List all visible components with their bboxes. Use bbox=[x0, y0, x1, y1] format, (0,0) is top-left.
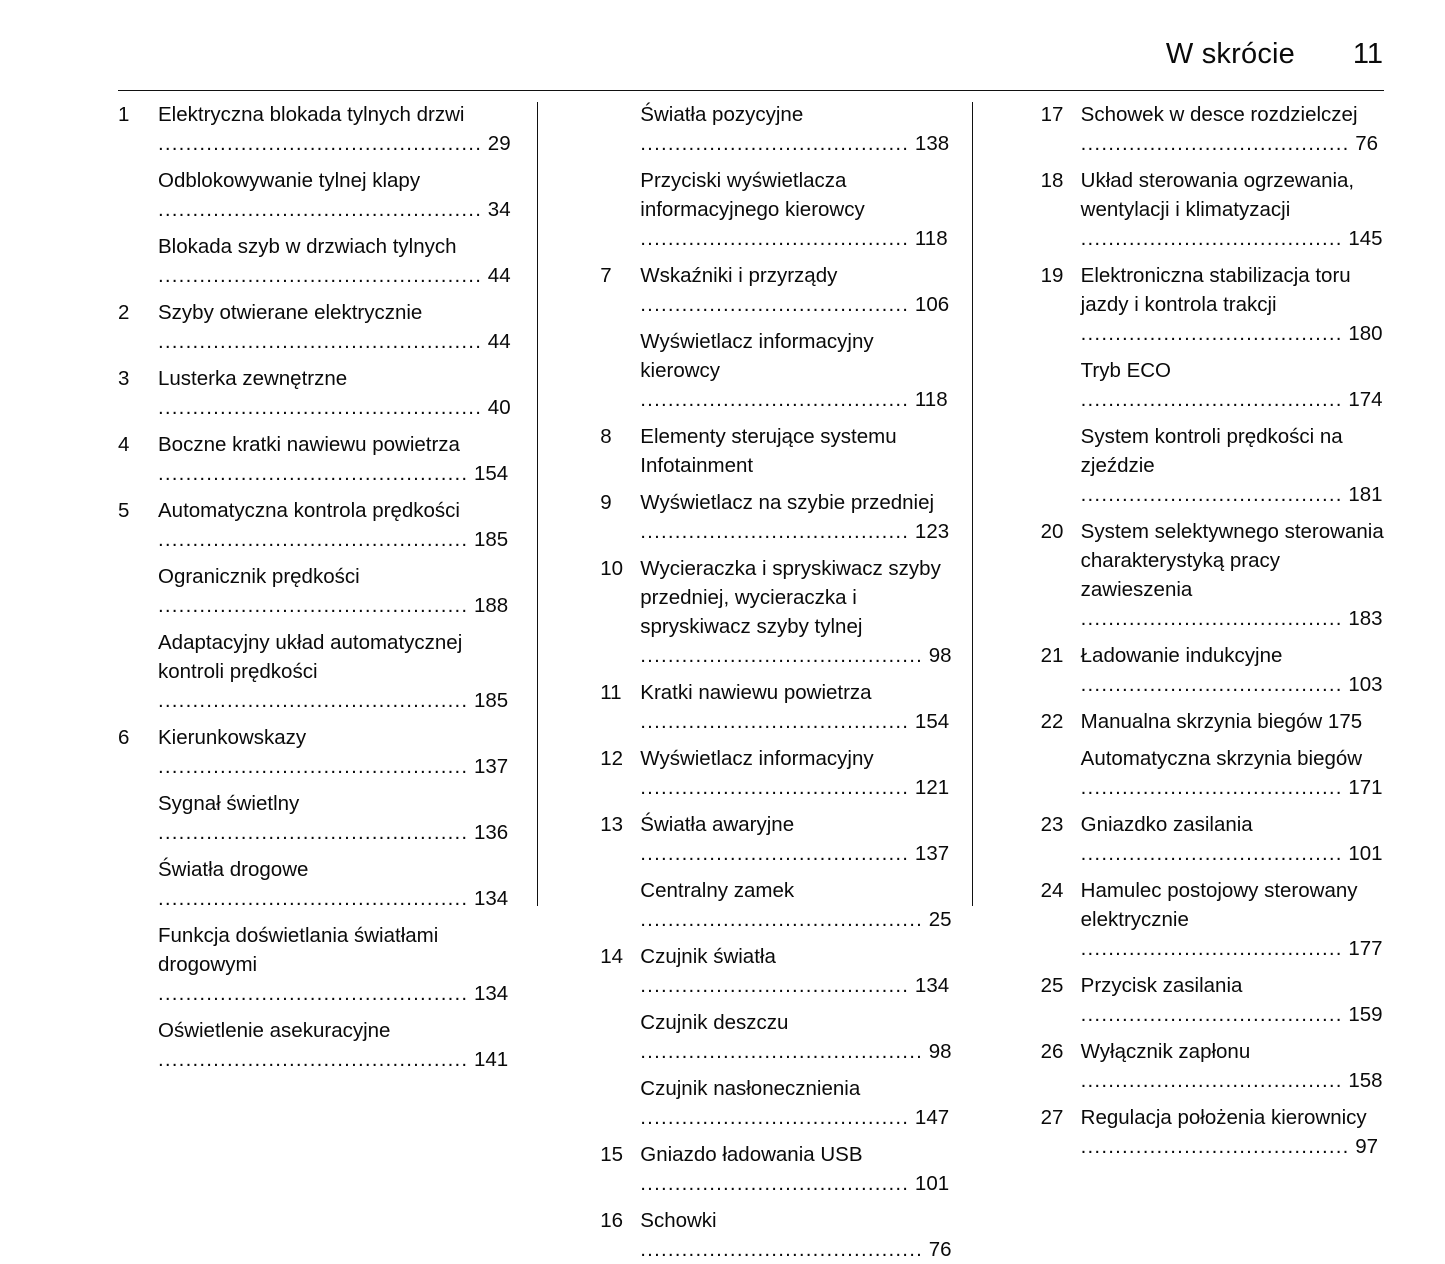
toc-entry[interactable] bbox=[600, 1008, 953, 1066]
toc-entry-number: 10 bbox=[600, 557, 624, 580]
toc-entry-title: Czujnik nasłonecznienia bbox=[640, 1077, 861, 1100]
toc-entry-body bbox=[158, 723, 513, 781]
toc-entry-title: Światła awaryjne bbox=[640, 813, 795, 836]
toc-entry-title: Funkcja doświetlania światłami drogowymi bbox=[158, 924, 439, 976]
toc-entry-page: 44 bbox=[482, 264, 511, 287]
toc-entry[interactable] bbox=[118, 232, 513, 290]
toc-entry[interactable] bbox=[1041, 971, 1384, 1029]
toc-leader-dots: ....................................... bbox=[1080, 1135, 1350, 1158]
toc-leader-dots: ...................................... bbox=[1080, 227, 1343, 250]
toc-entry-page: 34 bbox=[482, 198, 511, 221]
toc-entry-title: Adaptacyjny układ automatycznej kontroli prędkości bbox=[158, 631, 463, 683]
toc-leader-dots: ....................................... bbox=[640, 293, 910, 316]
toc-entry-title: Światła drogowe bbox=[158, 858, 309, 881]
toc-entry-page: 106 bbox=[909, 293, 950, 316]
toc-entry[interactable] bbox=[600, 1140, 953, 1198]
toc-entry-title: Układ sterowania ogrzewania, wentylacji i klimatyzacji bbox=[1080, 169, 1355, 221]
toc-entry-page: 171 bbox=[1342, 776, 1383, 799]
toc-entry-title: Wyświetlacz informacyjny kierowcy bbox=[640, 330, 874, 382]
page-header bbox=[118, 38, 1383, 90]
toc-entry-number: 25 bbox=[1040, 974, 1064, 997]
toc-entry-number: 16 bbox=[600, 1209, 624, 1232]
toc-entry[interactable] bbox=[1041, 707, 1384, 736]
toc-leader-dots: ............................................. bbox=[158, 982, 469, 1005]
toc-entry-title: Sygnał świetlny bbox=[158, 792, 300, 815]
toc-entry-title: Ogranicznik prędkości bbox=[158, 565, 360, 588]
toc-entry-number: 22 bbox=[1040, 710, 1064, 733]
toc-leader-dots: ......................................... bbox=[640, 644, 923, 667]
toc-entry-title: System selektywnego sterowania charakterystyką pracy zawieszenia bbox=[1080, 520, 1384, 601]
toc-leader-dots: ....................................... bbox=[640, 520, 910, 543]
toc-entry-body bbox=[1081, 876, 1384, 963]
toc-entry-title: Boczne kratki nawiewu powietrza bbox=[158, 433, 460, 456]
toc-entry-page: 98 bbox=[923, 1040, 952, 1063]
toc-entry-number: 6 bbox=[118, 726, 130, 749]
toc-entry-body bbox=[158, 298, 513, 356]
toc-leader-dots: ...................................... bbox=[1080, 607, 1343, 630]
toc-entry[interactable] bbox=[1041, 641, 1384, 699]
toc-entry-body bbox=[1081, 356, 1384, 414]
toc-entry-title: Hamulec postojowy sterowany elektrycznie bbox=[1080, 879, 1358, 931]
toc-entry[interactable] bbox=[1041, 422, 1384, 509]
toc-entry[interactable] bbox=[118, 855, 513, 913]
toc-entry[interactable] bbox=[118, 789, 513, 847]
toc-entry-page: 103 bbox=[1342, 673, 1383, 696]
toc-entry[interactable] bbox=[600, 327, 953, 414]
toc-entry[interactable] bbox=[1041, 356, 1384, 414]
toc-entry-number: 15 bbox=[600, 1143, 624, 1166]
toc-entry-number: 13 bbox=[600, 813, 624, 836]
toc-entry-page: 158 bbox=[1342, 1069, 1383, 1092]
toc-entry[interactable] bbox=[118, 166, 513, 224]
toc-entry-page: 118 bbox=[909, 227, 948, 250]
toc-entry-page: 137 bbox=[909, 842, 950, 865]
toc-entry-number: 12 bbox=[600, 747, 624, 770]
toc-entry-body bbox=[158, 562, 513, 620]
toc-leader-dots: ....................................... bbox=[640, 1106, 910, 1129]
toc-entry-body bbox=[640, 1206, 953, 1264]
toc-entry-body bbox=[158, 789, 513, 847]
toc-entry-body bbox=[158, 166, 513, 224]
toc-entry-title: Czujnik światła bbox=[640, 945, 776, 968]
toc-entry-number: 7 bbox=[600, 264, 612, 287]
toc-entry[interactable] bbox=[118, 723, 513, 781]
toc-entry-number: 14 bbox=[600, 945, 624, 968]
toc-leader-dots: ............................................... bbox=[158, 264, 483, 287]
toc-entry-title: Ładowanie indukcyjne bbox=[1080, 644, 1283, 667]
toc-leader-dots: ............................................. bbox=[158, 528, 469, 551]
toc-entry-title: Wyświetlacz informacyjny bbox=[640, 747, 874, 770]
toc-entry-body bbox=[158, 364, 513, 422]
toc-entry-page: 137 bbox=[468, 755, 509, 778]
toc-entry-body bbox=[158, 496, 513, 554]
toc-entry-title: Elektryczna blokada tylnych drzwi bbox=[158, 103, 465, 126]
toc-entry-page: 145 bbox=[1342, 227, 1383, 250]
toc-entry-body bbox=[158, 100, 513, 158]
toc-entry[interactable] bbox=[600, 100, 953, 158]
toc-entry-page: 25 bbox=[923, 908, 952, 931]
toc-entry-body bbox=[640, 488, 953, 546]
toc-leader-dots: ............................................. bbox=[158, 689, 469, 712]
toc-entry-title: Szyby otwierane elektrycznie bbox=[158, 301, 423, 324]
toc-entry-title: Gniazdko zasilania bbox=[1080, 813, 1253, 836]
toc-entry-body bbox=[158, 430, 513, 488]
toc-entry-body bbox=[1081, 707, 1384, 736]
toc-entry-body bbox=[640, 422, 953, 480]
toc-entry-number: 1 bbox=[118, 103, 130, 126]
toc-entry-title: Światła pozycyjne bbox=[640, 103, 804, 126]
toc-leader-dots: ............................................. bbox=[158, 755, 469, 778]
toc-entry-title: Blokada szyb w drzwiach tylnych bbox=[158, 235, 457, 258]
toc-entry-title: Przycisk zasilania bbox=[1080, 974, 1243, 997]
toc-entry-body bbox=[640, 166, 953, 253]
toc-entry[interactable] bbox=[1041, 1103, 1384, 1161]
toc-entry-page: 44 bbox=[482, 330, 511, 353]
toc-entry-number: 9 bbox=[600, 491, 612, 514]
toc-entry-page: 134 bbox=[909, 974, 950, 997]
toc-column-middle bbox=[538, 100, 971, 1261]
toc-entry[interactable] bbox=[118, 1016, 513, 1074]
toc-entry-number: 26 bbox=[1040, 1040, 1064, 1063]
toc-entry[interactable] bbox=[600, 1206, 953, 1264]
toc-entry-body bbox=[158, 1016, 513, 1074]
toc-entry-page: 141 bbox=[468, 1048, 509, 1071]
toc-entry-title: Automatyczna skrzynia biegów bbox=[1080, 747, 1363, 770]
toc-entry-body bbox=[640, 100, 953, 158]
toc-entry-title: Automatyczna kontrola prędkości bbox=[158, 499, 460, 522]
toc-entry-number: 20 bbox=[1040, 520, 1064, 543]
toc-entry[interactable] bbox=[1041, 744, 1384, 802]
toc-column-right bbox=[973, 100, 1384, 1158]
toc-entry[interactable] bbox=[600, 876, 953, 934]
page-number: 11 bbox=[1352, 38, 1383, 70]
toc-entry[interactable] bbox=[600, 744, 953, 802]
toc-entry[interactable] bbox=[600, 261, 953, 319]
toc-entry-page: 175 bbox=[1322, 710, 1363, 733]
toc-entry-title: Czujnik deszczu bbox=[640, 1011, 789, 1034]
toc-leader-dots: ............................................... bbox=[158, 198, 483, 221]
toc-leader-dots: ...................................... bbox=[1080, 483, 1343, 506]
toc-entry[interactable] bbox=[1041, 100, 1384, 158]
toc-entry-number: 2 bbox=[118, 301, 130, 324]
toc-entry-number: 23 bbox=[1040, 813, 1064, 836]
toc-leader-dots: ....................................... bbox=[1080, 132, 1350, 155]
toc-leader-dots: ............................................. bbox=[158, 462, 469, 485]
toc-entry-title: Wskaźniki i przyrządy bbox=[640, 264, 838, 287]
toc-entry-number: 4 bbox=[118, 433, 130, 456]
toc-entry-body bbox=[640, 678, 953, 736]
toc-entry[interactable] bbox=[118, 100, 513, 158]
toc-leader-dots: ....................................... bbox=[640, 132, 910, 155]
toc-entry-body bbox=[640, 1140, 953, 1198]
toc-entry[interactable] bbox=[1041, 810, 1384, 868]
toc-entry-title: Centralny zamek bbox=[640, 879, 795, 902]
toc-entry-body bbox=[640, 1008, 953, 1066]
toc-entry-body bbox=[1081, 166, 1384, 253]
toc-entry-page: 123 bbox=[909, 520, 950, 543]
toc-leader-dots: ....................................... bbox=[640, 227, 910, 250]
toc-entry-title: Gniazdo ładowania USB bbox=[640, 1143, 863, 1166]
toc-entry-page: 76 bbox=[923, 1238, 952, 1261]
toc-entry-title: Manualna skrzynia biegów bbox=[1080, 710, 1323, 733]
toc-entry-number: 21 bbox=[1040, 644, 1064, 667]
toc-entry[interactable] bbox=[118, 364, 513, 422]
toc-entry-page: 154 bbox=[468, 462, 509, 485]
toc-entry-page: 98 bbox=[923, 644, 952, 667]
toc-entry-body bbox=[158, 628, 513, 715]
toc-entry[interactable] bbox=[600, 166, 953, 253]
toc-entry[interactable] bbox=[1041, 517, 1384, 633]
toc-entry-page: 134 bbox=[468, 982, 509, 1005]
toc-entry[interactable] bbox=[600, 1074, 953, 1132]
toc-entry-number: 5 bbox=[118, 499, 130, 522]
toc-entry-page: 177 bbox=[1342, 937, 1383, 960]
toc-leader-dots: ............................................. bbox=[158, 821, 469, 844]
toc-entry-body bbox=[640, 261, 953, 319]
toc-entry-page: 40 bbox=[482, 396, 511, 419]
toc-entry[interactable] bbox=[1041, 261, 1384, 348]
toc-entry-page: 138 bbox=[909, 132, 950, 155]
toc-entry-number: 8 bbox=[600, 425, 612, 448]
toc-leader-dots: ......................................... bbox=[640, 1040, 923, 1063]
toc-entry-page: 121 bbox=[909, 776, 950, 799]
toc-entry-title: Tryb ECO bbox=[1080, 359, 1171, 382]
page-title: W skrócie bbox=[1165, 38, 1295, 70]
toc-entry-body bbox=[1081, 810, 1384, 868]
toc-entry-body bbox=[640, 744, 953, 802]
toc-column-left bbox=[118, 100, 537, 1071]
toc-entry-body bbox=[1081, 1103, 1384, 1161]
toc-entry-body bbox=[640, 810, 953, 868]
toc-entry-page: 136 bbox=[468, 821, 509, 844]
toc-entry[interactable] bbox=[600, 810, 953, 868]
toc-entry-page: 174 bbox=[1342, 388, 1383, 411]
toc-leader-dots: ...................................... bbox=[1080, 1069, 1343, 1092]
toc-entry[interactable] bbox=[118, 496, 513, 554]
toc-entry-number: 27 bbox=[1040, 1106, 1064, 1129]
toc-entry-page: 101 bbox=[1342, 842, 1383, 865]
toc-columns bbox=[118, 100, 1384, 1261]
toc-entry-page: 188 bbox=[468, 594, 509, 617]
toc-entry-body bbox=[1081, 1037, 1384, 1095]
toc-entry-title: Schowek w desce rozdzielczej bbox=[1080, 103, 1358, 126]
toc-leader-dots: ............................................. bbox=[158, 594, 469, 617]
toc-entry[interactable] bbox=[1041, 1037, 1384, 1095]
toc-entry-body bbox=[640, 876, 953, 934]
toc-entry-title: Kratki nawiewu powietrza bbox=[640, 681, 872, 704]
toc-entry-number: 3 bbox=[118, 367, 130, 390]
toc-leader-dots: ...................................... bbox=[1080, 937, 1343, 960]
toc-entry[interactable] bbox=[118, 562, 513, 620]
toc-leader-dots: ...................................... bbox=[1080, 842, 1343, 865]
toc-entry-body bbox=[640, 554, 953, 670]
toc-entry-page: 180 bbox=[1342, 322, 1383, 345]
toc-entry-page: 181 bbox=[1342, 483, 1383, 506]
toc-entry-title: Wyświetlacz na szybie przedniej bbox=[640, 491, 935, 514]
toc-leader-dots: ....................................... bbox=[640, 388, 910, 411]
toc-entry-title: Przyciski wyświetlacza informacyjnego kierowcy bbox=[640, 169, 865, 221]
toc-entry[interactable] bbox=[600, 488, 953, 546]
toc-leader-dots: ......................................... bbox=[640, 1238, 923, 1261]
toc-entry-body bbox=[158, 232, 513, 290]
toc-entry-page: 76 bbox=[1349, 132, 1379, 155]
toc-entry-number: 17 bbox=[1040, 103, 1064, 126]
toc-entry-title: Elektroniczna stabilizacja toru jazdy i kontrola trakcji bbox=[1080, 264, 1351, 316]
toc-leader-dots: ............................................. bbox=[158, 887, 469, 910]
toc-entry[interactable] bbox=[118, 628, 513, 715]
toc-entry-body bbox=[640, 942, 953, 1000]
toc-entry-body bbox=[1081, 971, 1384, 1029]
toc-leader-dots: ............................................... bbox=[158, 132, 483, 155]
toc-leader-dots: ....................................... bbox=[640, 710, 910, 733]
toc-entry-body bbox=[1081, 517, 1384, 633]
toc-entry-title: Lusterka zewnętrzne bbox=[158, 367, 348, 390]
toc-entry-body bbox=[640, 327, 953, 414]
toc-entry-body bbox=[1081, 100, 1384, 158]
toc-entry-number: 18 bbox=[1040, 169, 1064, 192]
toc-entry-title: Wycieraczka i spryskiwacz szyby przedniej, wycieraczka i spryskiwacz szyby tylnej bbox=[640, 557, 941, 638]
toc-entry-page: 101 bbox=[909, 1172, 950, 1195]
toc-leader-dots: ...................................... bbox=[1080, 322, 1343, 345]
toc-entry[interactable] bbox=[600, 678, 953, 736]
toc-leader-dots: ....................................... bbox=[640, 974, 910, 997]
toc-entry-page: 118 bbox=[909, 388, 948, 411]
toc-entry-title: Regulacja położenia kierownicy bbox=[1080, 1106, 1367, 1129]
toc-entry-page: 154 bbox=[909, 710, 950, 733]
toc-entry-page: 134 bbox=[468, 887, 509, 910]
toc-leader-dots: ....................................... bbox=[640, 842, 910, 865]
toc-entry-page: 159 bbox=[1342, 1003, 1383, 1026]
toc-leader-dots: ...................................... bbox=[1080, 388, 1343, 411]
toc-entry-number: 24 bbox=[1040, 879, 1064, 902]
toc-entry-title: Elementy sterujące systemu Infotainment bbox=[640, 425, 897, 477]
toc-leader-dots: ...................................... bbox=[1080, 673, 1343, 696]
toc-leader-dots: ...................................... bbox=[1080, 1003, 1343, 1026]
toc-entry[interactable] bbox=[118, 298, 513, 356]
toc-entry-title: Odblokowywanie tylnej klapy bbox=[158, 169, 421, 192]
toc-entry-body bbox=[1081, 261, 1384, 348]
toc-entry-number: 11 bbox=[600, 681, 622, 704]
toc-entry-body bbox=[1081, 422, 1384, 509]
toc-entry-body bbox=[1081, 744, 1384, 802]
toc-entry-body bbox=[640, 1074, 953, 1132]
toc-entry-title: Schowki bbox=[640, 1209, 717, 1232]
toc-entry-page: 29 bbox=[482, 132, 511, 155]
toc-leader-dots: ............................................. bbox=[158, 1048, 469, 1071]
toc-entry-title: Kierunkowskazy bbox=[158, 726, 307, 749]
toc-entry-body bbox=[158, 855, 513, 913]
toc-entry[interactable] bbox=[600, 942, 953, 1000]
toc-entry-page: 147 bbox=[909, 1106, 950, 1129]
toc-entry-number: 19 bbox=[1040, 264, 1064, 287]
toc-entry-page: 185 bbox=[468, 689, 509, 712]
toc-entry-page: 183 bbox=[1342, 607, 1383, 630]
toc-leader-dots: ............................................... bbox=[158, 396, 483, 419]
toc-entry-title: System kontroli prędkości na zjeździe bbox=[1080, 425, 1343, 477]
toc-leader-dots: ....................................... bbox=[640, 1172, 910, 1195]
toc-leader-dots: ............................................... bbox=[158, 330, 483, 353]
toc-leader-dots: ....................................... bbox=[640, 776, 910, 799]
toc-leader-dots: ......................................... bbox=[640, 908, 923, 931]
toc-entry-page: 97 bbox=[1349, 1135, 1379, 1158]
toc-entry[interactable] bbox=[1041, 876, 1384, 963]
toc-entry-title: Oświetlenie asekuracyjne bbox=[158, 1019, 391, 1042]
header-divider bbox=[118, 90, 1384, 91]
toc-entry[interactable] bbox=[600, 554, 953, 670]
toc-entry[interactable] bbox=[118, 430, 513, 488]
toc-entry-title: Wyłącznik zapłonu bbox=[1080, 1040, 1251, 1063]
toc-entry-body bbox=[1081, 641, 1384, 699]
toc-entry-page: 185 bbox=[468, 528, 509, 551]
toc-leader-dots: ...................................... bbox=[1080, 776, 1343, 799]
toc-entry[interactable] bbox=[600, 422, 953, 480]
toc-entry[interactable] bbox=[1041, 166, 1384, 253]
